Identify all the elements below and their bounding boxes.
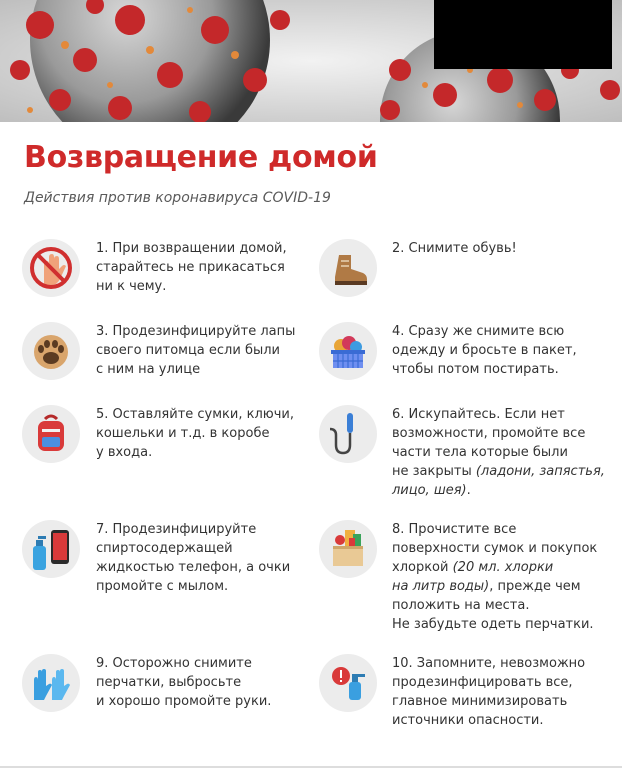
- backpack-icon: [22, 405, 80, 463]
- coronavirus-banner: [0, 0, 622, 122]
- item-10-line-1: 10. Запомните, невозможно: [392, 656, 586, 671]
- item-9-line-1: 9. Осторожно снимите: [96, 656, 252, 671]
- boot-icon: [319, 239, 377, 297]
- item-5-line-1: 5. Оставляйте сумки, ключи,: [96, 407, 294, 422]
- item-1-line-3: ни к чему.: [96, 279, 167, 294]
- item-8-line-4: [392, 577, 597, 596]
- item-6-line-5-plain: .: [466, 483, 471, 498]
- item-6-line-3: части тела которые были: [392, 445, 568, 460]
- item-2-line-1: 2. Снимите обувь!: [392, 241, 517, 256]
- item-6-text: [392, 405, 605, 500]
- paw-icon: [22, 322, 80, 380]
- item-3-line-1: 3. Продезинфицируйте лапы: [96, 324, 296, 339]
- item-5-line-2: кошельки и т.д. в коробе: [96, 426, 270, 441]
- item-6-line-4-plain: не закрыты: [392, 464, 476, 479]
- gloves-icon: [22, 654, 80, 712]
- warning-spray-icon: [319, 654, 377, 712]
- item-8-line-5: положить на места.: [392, 598, 530, 613]
- phone-sanitizer-icon: [22, 520, 80, 578]
- item-7-line-2: спиртосодержащей: [96, 541, 233, 556]
- item-9-line-3: и хорошо промойте руки.: [96, 694, 272, 709]
- item-5-line-3: у входа.: [96, 445, 153, 460]
- item-1-line-1: 1. При возвращении домой,: [96, 241, 287, 256]
- item-5-text: [96, 405, 294, 462]
- item-2-text: [392, 239, 517, 258]
- shower-icon: [319, 405, 377, 463]
- item-8-line-3-plain: хлоркой: [392, 560, 453, 575]
- item-4-line-1: 4. Сразу же снимите всю: [392, 324, 565, 339]
- item-4-line-3: чтобы потом постирать.: [392, 362, 559, 377]
- item-6-line-4: [392, 462, 605, 481]
- item-6-line-1: 6. Искупайтесь. Если нет: [392, 407, 565, 422]
- item-3-text: [96, 322, 295, 379]
- item-3-line-2: своего питомца если были: [96, 343, 280, 358]
- item-9-text: [96, 654, 271, 711]
- item-8-line-6: Не забудьте одеть перчатки.: [392, 617, 594, 632]
- item-4-text: [392, 322, 577, 379]
- item-8-text: [392, 520, 597, 634]
- item-7-line-1: 7. Продезинфицируйте: [96, 522, 257, 537]
- item-4-line-2: одежду и бросьте в пакет,: [392, 343, 577, 358]
- item-7-line-3: жидкостью телефон, а очки: [96, 560, 291, 575]
- item-1-line-2: старайтесь не прикасаться: [96, 260, 285, 275]
- page-title: Возвращение домой: [24, 140, 378, 175]
- item-8-line-4-italic: на литр воды): [392, 579, 490, 594]
- item-7-line-4: промойте с мылом.: [96, 579, 229, 594]
- item-6-line-2: возможности, промойте все: [392, 426, 586, 441]
- no-touch-hand-icon: [22, 239, 80, 297]
- item-6-line-5-italic: лицо, шея): [392, 483, 467, 498]
- item-1-text: [96, 239, 287, 296]
- redaction-box: [434, 0, 612, 69]
- item-10-line-2: продезинфицировать все,: [392, 675, 573, 690]
- item-8-line-3-italic: (20 мл. хлорки: [452, 560, 554, 575]
- item-6-line-4-italic: (ладони, запястья,: [475, 464, 605, 479]
- item-7-text: [96, 520, 290, 596]
- item-8-line-3: [392, 558, 597, 577]
- laundry-basket-icon: [319, 322, 377, 380]
- item-8-line-1: 8. Прочистите все: [392, 522, 517, 537]
- grocery-bag-icon: [319, 520, 377, 578]
- item-10-text: [392, 654, 585, 730]
- item-10-line-3: главное минимизировать: [392, 694, 568, 709]
- item-10-line-4: источники опасности.: [392, 713, 544, 728]
- item-8-line-2: поверхности сумок и покупок: [392, 541, 598, 556]
- item-6-line-5: [392, 481, 605, 500]
- item-9-line-2: перчатки, выбросьте: [96, 675, 242, 690]
- item-3-line-3: с ним на улице: [96, 362, 201, 377]
- page-subtitle: Действия против коронавируса COVID-19: [24, 190, 331, 206]
- item-8-line-4-plain: , прежде чем: [489, 579, 581, 594]
